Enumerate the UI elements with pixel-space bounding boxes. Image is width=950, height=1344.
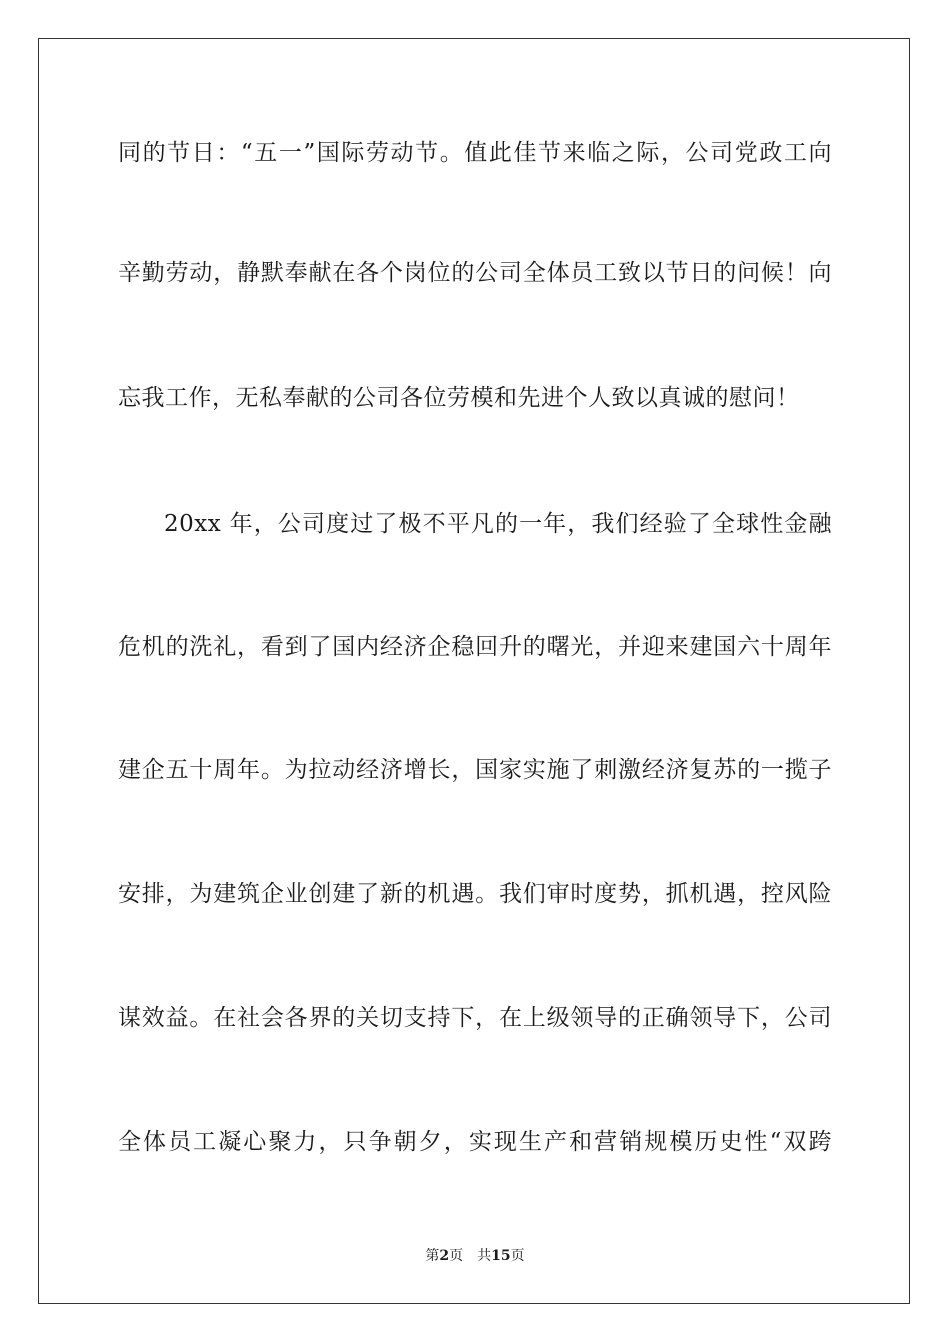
page-suffix: 页	[449, 1248, 464, 1264]
total-prefix: 共	[477, 1248, 492, 1264]
paragraph-line-3: 忘我工作，无私奉献的公司各位劳模和先进个人致以真诚的慰问！	[118, 385, 800, 411]
paragraph-line-7: 安排，为建筑企业创建了新的机遇。我们审时度势，抓机遇，控风险	[118, 881, 832, 907]
page-prefix: 第	[425, 1248, 440, 1264]
paragraph-line-6: 建企五十周年。为拉动经济增长，国家实施了刺激经济复苏的一揽子	[118, 757, 832, 783]
paragraph-line-5: 危机的洗礼，看到了国内经济企稳回升的曙光，并迎来建国六十周年	[118, 634, 832, 660]
paragraph-line-2: 辛勤劳动，静默奉献在各个岗位的公司全体员工致以节日的问候！向	[118, 260, 832, 286]
paragraph-line-4: 20xx 年，公司度过了极不平凡的一年，我们经验了全球性金融	[164, 511, 832, 537]
paragraph-line-1: 同的节日：“五一”国际劳动节。值此佳节来临之际，公司党政工向	[118, 140, 832, 166]
paragraph-line-8: 谋效益。在社会各界的关切支持下，在上级领导的正确领导下，公司	[118, 1005, 832, 1031]
page-border	[38, 38, 910, 1304]
total-suffix: 页	[510, 1248, 525, 1264]
current-page-number: 2	[439, 1248, 450, 1264]
page-footer	[0, 1247, 950, 1265]
total-page-count: 15	[491, 1248, 511, 1264]
paragraph-line-9: 全体员工凝心聚力，只争朝夕，实现生产和营销规模历史性“双跨	[118, 1129, 832, 1155]
